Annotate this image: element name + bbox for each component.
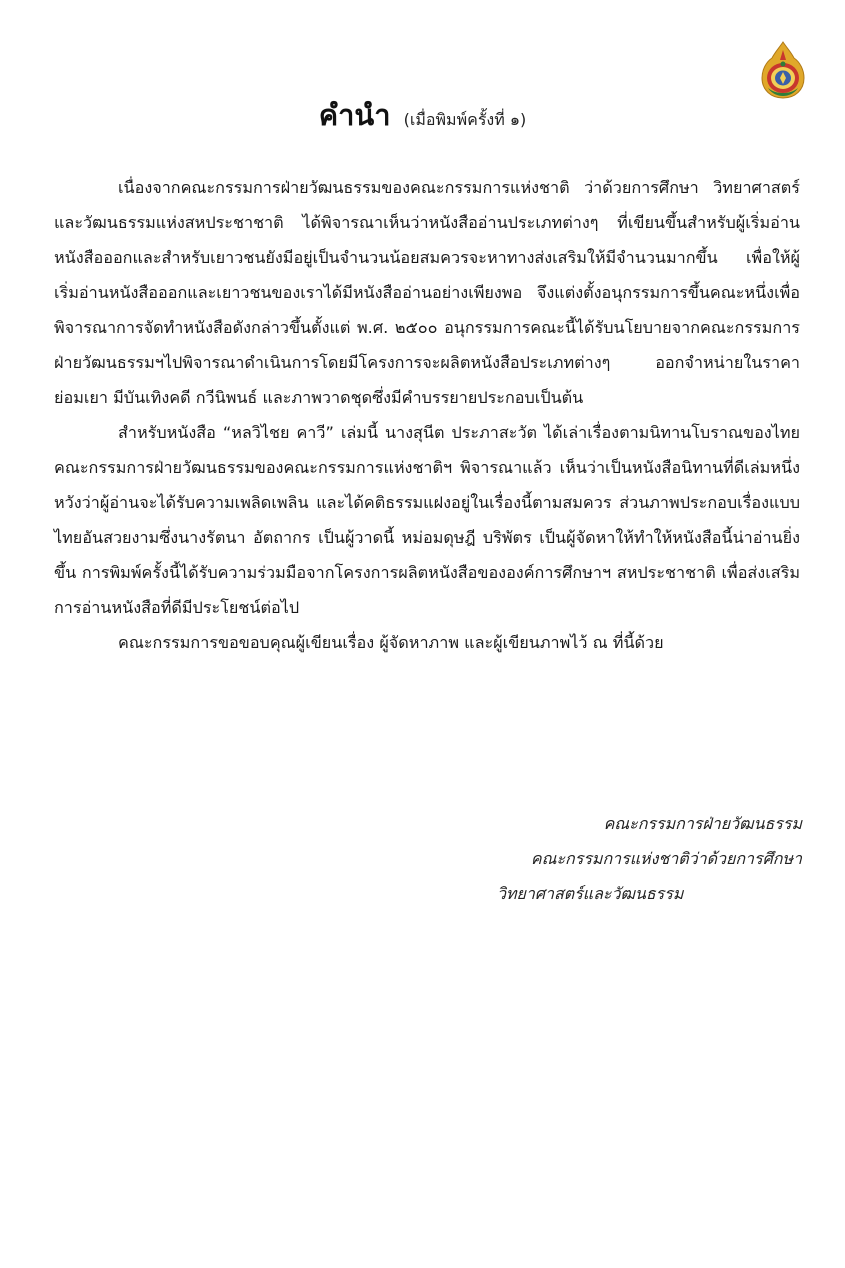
page-heading	[0, 92, 845, 138]
preface-body	[54, 170, 800, 660]
signature-line-1: คณะกรรมการฝ่ายวัฒนธรรม	[603, 814, 802, 833]
ministry-emblem-icon	[760, 40, 806, 100]
signature-line-2: คณะกรรมการแห่งชาติว่าด้วยการศึกษา	[530, 849, 802, 868]
paragraph-2: สำหรับหนังสือ “หลวิไชย คาวี” เล่มนี้ นางสุนีต ประภาสะวัต ได้เล่าเรื่องตามนิทานโบราณของไทย คณะกรรมการฝ่ายวัฒนธรรมของคณะกรรมการแห่งชาติฯ พิจารณาแล้ว เห็นว่าเป็นหนังสือนิทานที่ดีเล่มหนึ่ง หวังว่าผู้อ่านจะได้รับความเพลิดเพลิน และได้คติธรรมแฝงอยู่ในเรื่องนี้ตามสมควร ส่วนภาพประกอบเรื่องแบบไทยอันสวยงามซึ่งนางรัตนา อัตถากร เป็นผู้วาดนี้ หม่อมดุษฎี บริพัตร เป็นผู้จัดหาให้ทำให้หนังสือนี้น่าอ่านยิ่งขึ้น การพิมพ์ครั้งนี้ได้รับความร่วมมือจากโครงการผลิตหนังสือขององค์การศึกษาฯ สหประชาชาติ เพื่อส่งเสริมการอ่านหนังสือที่ดีมีประโยชน์ต่อไป	[54, 423, 800, 617]
signature-block	[440, 806, 802, 911]
heading-title: คำนำ	[318, 98, 391, 132]
paragraph-1: เนื่องจากคณะกรรมการฝ่ายวัฒนธรรมของคณะกรรมการแห่งชาติ ว่าด้วยการศึกษา วิทยาศาสตร์ และวัฒนธรรมแห่งสหประชาชาติ ได้พิจารณาเห็นว่าหนังสืออ่านประเภทต่างๆ ที่เขียนขึ้นสำหรับผู้เริ่มอ่านหนังสือออกและสำหรับเยาวชนยังมีอยู่เป็นจำนวนน้อยสมควรจะหาทางส่งเสริมให้มีจำนวนมากขึ้น เพื่อให้ผู้เริ่มอ่านหนังสือออกและเยาวชนของเราได้มีหนังสืออ่านอย่างเพียงพอ จึงแต่งตั้งอนุกรรมการขึ้นคณะหนึ่งเพื่อพิจารณาการจัดทำหนังสือดังกล่าวขึ้นตั้งแต่ พ.ศ. ๒๕๐๐ อนุกรรมการคณะนี้ได้รับนโยบายจากคณะกรรมการฝ่ายวัฒนธรรมฯไปพิจารณาดำเนินการโดยมีโครงการจะผลิตหนังสือประเภทต่างๆ ออกจำหน่ายในราคาย่อมเยา มีบันเทิงคดี กวีนิพนธ์ และภาพวาดชุดซึ่งมีคำบรรยายประกอบเป็นต้น	[54, 178, 800, 407]
heading-edition-note: (เมื่อพิมพ์ครั้งที่ ๑)	[403, 110, 527, 129]
signature-line-3: วิทยาศาสตร์และวัฒนธรรม	[497, 884, 684, 903]
paragraph-3: คณะกรรมการขอขอบคุณผู้เขียนเรื่อง ผู้จัดหาภาพ และผู้เขียนภาพไว้ ณ ที่นี้ด้วย	[118, 633, 664, 652]
